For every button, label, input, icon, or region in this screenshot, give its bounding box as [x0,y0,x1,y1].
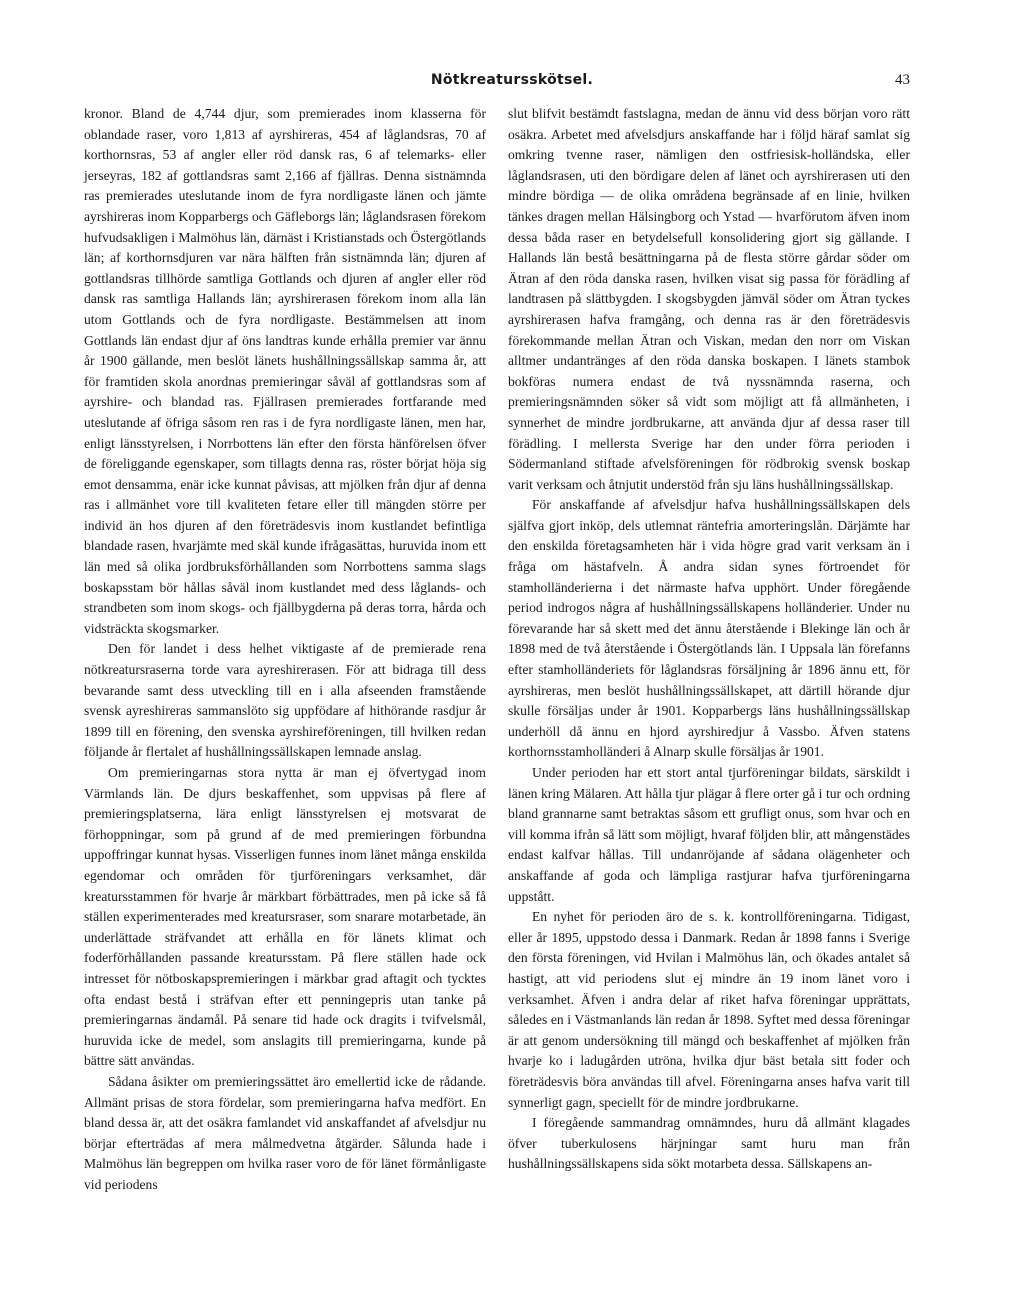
paragraph: Sådana åsikter om premieringssättet äro emellertid icke de rådande. Allmänt prisas de stora fördelar, som premieringarna hafva medfört. En bland dessa är, att det osäkra famlandet vid anskaffandet af afvelsdjur nu börjar efterträdas af mera målmedvetna åtgärder. Sålunda hade i Malmöhus län begreppen om hvilka raser voro de för länet förmånligaste vid periodens [84,1073,486,1192]
paragraph: Den för landet i dess helhet viktigaste af de premierade rena nötkreatursraserna torde vara ayreshirerasen. För att bidraga till dess bevarande samt dess utveckling till en i alla afseenden framstående svensk ayreshireras sammanslöto sig uppfödare af hithörande rasdjur år 1899 till en förening, den svenska ayrshireföreningen, till hvilken redan följande år flertalet af hushållningssällskapen lemnade anslag. [84,641,486,760]
paragraph: För anskaffande af afvelsdjur hafva hushållningssällskapen dels själfva gjort inköp, dels utlemnat räntefria amorteringslån. Därjämte har den enskilda företagsamheten här i vida högre grad varit verksam än i fråga om hästafveln. Å andra sidan synes förtroendet för stamholländerierna i det närmaste hafva upphört. Under föregående period indrogos några af hushållningssällskapens holländerier. Under nu förevarande har så skett med det ännu återstående i Blekinge län och år 1898 med de två återstående i Östergötlands län. I Uppsala län förefanns efter stamholländeriets för låglandsras försäljning år 1896 ännu ett, för ayrshireras, men beslöt hushållningssällskapet, att därtill hörande djur skulle försäljas under år 1901. Kopparbergs läns hushållningssällskap underhöll då ännu en hjord ayrshiredjur å Vassbo. Äfven statens korthornsstamholländeri å Alnarp skulle försäljas år 1901. [508,497,910,760]
page-number: 43 [895,72,910,88]
paragraph: Om premieringarnas stora nytta är man ej öfvertygad inom Värmlands län. De djurs beskaffenhet, som uppvisas på flere af premieringsplatserna, lära enligt länsstyrelsen ej motsvarat de förhoppningar, som på grund af de med premieringen förbundna uppoffringar kunnat hysas. Visserligen funnes inom länet många enskilda egendomar och områden för tjurföreningars verksamhet, där kreatursstammen för hvarje år märkbart förbättrades, men på icke så få ställen experimenterades med kreatursraser, som snarare motarbetade, än underlättade sträfvandet att erhålla en för länets klimat och foderförhållanden passande kreatursstam. På flere ställen hade ock intresset för nötboskapspremieringen i märkbar grad aftagit och tycktes ofta endast bestå i sträfvan efter ett penningepris utan tanke på premieringarnas ändamål. På senare tid hade ock dragits i tvifvelsmål, huruvida icke de medel, som anslagits till premieringarna, kunde på bättre sätt användas. [84,765,486,1069]
paragraph: slut blifvit bestämdt fastslagna, medan de ännu vid dess början voro rätt osäkra. Arbetet med afvelsdjurs anskaffande har i följd häraf samlat sig omkring tvenne raser, nämligen den ostfriesisk-holländska, eller låglandsrasen, uti den bördigare delen af länet och ayrshirerasen uti den mindre bördiga — de olika områdena begränsade af en linie, hvilken tänkes dragen mellan Hälsingborg och Ystad — hvarförutom äfven inom dessa båda raser en betydelsefull konsolidering gjort sig gällande. I Hallands län bestå besättningarna på de flesta större gårdar söder om Ätran af den röda danska rasen, hvilken visat sig passa för förädling af landtrasen på slättbygden. I skogsbygden jämväl söder om Ätran tyckes ayrshirerasen hafva framgång, och denna ras är den företrädesvis förekommande mellan Ätran och Viskan, medan den norr om Viskan alltmer undantränges af den röda danska boskapen. I länets stambok bokföras numera endast de två nyssnämnda raserna, och premieringsnämnden söker så vidt som möjligt att få allmänheten, i synnerhet de mindre jordbrukarne, att använda djur af dessa raser till förädling. I mellersta Sverige har den under förra perioden i Södermanland stiftade afvelsföreningen för rödbrokig svensk boskap varit verksam och åtnjutit understöd från sju läns hushållningssällskap. [508,106,910,492]
running-head: Nötkreatursskötsel. [430,72,594,88]
paragraph: Under perioden har ett stort antal tjurföreningar bildats, särskildt i länen kring Mälaren. Att hålla tjur plägar å flere orter gå i tur och ordning bland grannarne samt betraktas såsom ett grufligt onus, som hvar och en vill komma ifrån så lätt som möjligt, hvaraf följden blir, att mångenstädes endast kalfvar hållas. Till undanröjande af sådana olägenheter och anskaffande af goda och lämpliga rastjurar hafva tjurföreningarna uppstått. [508,765,910,904]
right-column [508,104,910,1175]
paragraph: En nyhet för perioden äro de s. k. kontrollföreningarna. Tidigast, eller år 1895, uppstodo dessa i Danmark. Redan år 1898 fanns i Sverige den första föreningen, vid Hvilan i Malmöhus län, och ökades antalet så hastigt, att vid periodens slut ej mindre än 19 inom länet voro i verksamhet. Äfven i andra delar af riket hafva föreningar upprättats, således en i Västmanlands län redan år 1898. Syftet med dessa föreningar är att genom undersökning till mängd och beskaffenhet af mjölken från hvarje ko i ladugården utröna, hvilka djur bäst betala sitt foder och företrädesvis böra användas till afvel. Föreningarna anses hafva varit till synnerligt gagn, speciellt för de mindre jordbrukarne. [508,909,910,1110]
left-column [84,104,486,1195]
page-header [0,72,1024,96]
paragraph: kronor. Bland de 4,744 djur, som premierades inom klasserna för oblandade raser, voro 1,813 af ayrshireras, 454 af låglandsras, 70 af korthornsras, 53 af angler eller röd dansk ras, 6 af telemarks- eller jerseyras, 182 af gottlandsras samt 2,166 af fjällras. Denna sistnämnda ras premierades uteslutande inom de fyra nordligaste länen och jämte ayrshireras inom Kopparbergs och Gäfleborgs län; låglandsrasen förekom hufvudsakligen i Malmöhus län, därnäst i Kristianstads och Östergötlands län; af korthornsdjuren var nära hälften från sistnämnda län; djuren af gottlandsras tillhörde samtliga Gottlands och djuren af angler eller röd dansk ras samtliga Hallands län; ayrshirerasen förekom inom alla län utom Gottlands och de fyra nordligaste. Bestämmelsen att inom Gottlands län endast djur af öns landtras kunde erhålla premier var ännu år 1900 gällande, men beslöt länets hushållningssällskap samma år, att för framtiden skola anordnas premieringar såväl af gottlandsras som af ayrshire- och blandad ras. Fjällrasen premierades fortfarande med uteslutande af öfriga såsom ren ras i de fyra nordligaste länen, men har, enligt länsstyrelsen, i Norrbottens län efter den första hänförelsen öfver de föreliggande egenskaper, som tillagts denna ras, röster börjat höja sig emot densamma, enär icke kunnat påvisas, att mjölken från djur af denna ras i allmänhet vore till kvaliteten fetare eller till mängden större per individ än hos djuren af den företrädesvis inom kustlandet befintliga blandade rasen, hvarjämte med skäl kunde ifrågasättas, huruvida inom ett län med så olika jordbruksförhållanden som Norrbottens samma slags boskapsstam bör hållas såväl inom kustlandet med dess låglands- och strandbeten som inom skogs- och fjällbygderna på deras torra, hårda och vidsträckta skogsmarker. [84,106,486,636]
paragraph: I föregående sammandrag omnämndes, huru då allmänt klagades öfver tuberkulosens härjningar samt huru man från hushållningssällskapens sida sökt motarbeta dessa. Sällskapens an- [508,1115,910,1172]
